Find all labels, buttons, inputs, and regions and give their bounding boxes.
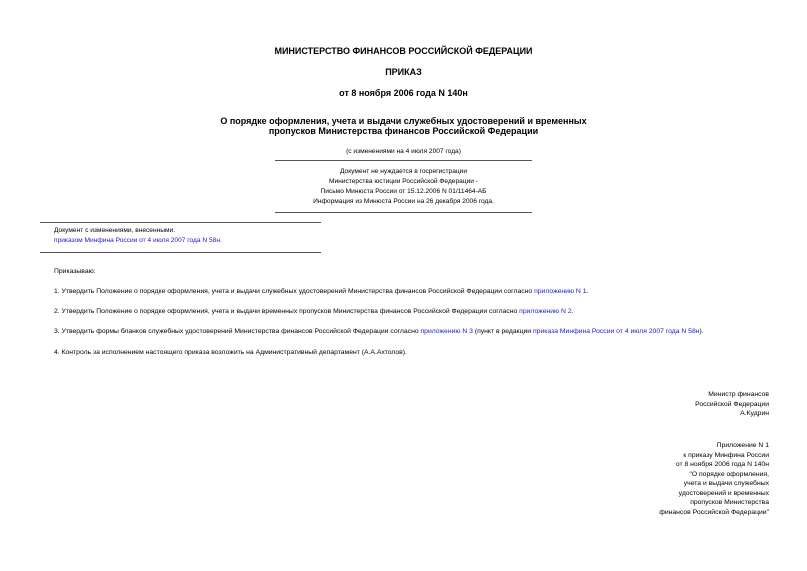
appendix-line: Приложение N 1 [716, 442, 769, 449]
registration-line: Информация из Минюста России на 26 декабря 2006 года. [313, 198, 494, 205]
appendix-block [659, 441, 769, 517]
order-item-1 [54, 288, 588, 295]
appendix-line: удостоверений и временных [678, 489, 769, 497]
signature-line: Министр финансов [708, 391, 769, 398]
item-text: (пункт в редакции [472, 328, 533, 335]
doc-title-line-1: О порядке оформления, учета и выдачи служебных удостоверений и временных [220, 116, 587, 126]
order-item-3 [54, 328, 704, 335]
appendix-line: пропусков Министерства [690, 499, 769, 506]
amendment-order-link[interactable]: приказом Минфина России от 4 июля 2007 года N 58н. [54, 237, 222, 244]
registration-line: Документ не нуждается в госрегистрации [339, 168, 468, 175]
divider-bottom [275, 212, 532, 213]
signature-line: А.Кудрин [740, 410, 769, 417]
item-text: 1. Утвердить Положение о порядке оформления, учета и выдачи служебных удостоверений Министерства финансов Российской Федерации согласно [54, 288, 535, 295]
signature-block [695, 390, 769, 419]
appendix-line: "О порядке оформления, [689, 470, 769, 478]
ministry-heading: МИНИСТЕРСТВО ФИНАНСОВ РОССИЙСКОЙ ФЕДЕРАЦИИ [274, 46, 533, 56]
order-item-2 [54, 308, 574, 315]
appendix-2-link[interactable]: приложению N 2 [519, 308, 572, 315]
doc-title-line-2: пропусков Министерства финансов Российской Федерации [268, 126, 539, 136]
appendix-line: учета и выдачи служебных [683, 480, 769, 487]
order-intro: Приказываю: [54, 268, 96, 275]
appendix-1-link[interactable]: приложению N 1 [534, 288, 587, 295]
item-text: . [586, 288, 589, 295]
appendix-line: финансов Российской Федерации" [659, 508, 769, 516]
changes-divider-bottom [40, 252, 321, 253]
appendix-line: от 8 ноября 2006 года N 140н [675, 461, 769, 468]
doc-type-heading: ПРИКАЗ [385, 67, 422, 77]
registration-line: Министерства юстиции Российской Федерации - [329, 178, 478, 185]
appendix-3-link[interactable]: приложению N 3 [420, 328, 473, 335]
changes-label: Документ с изменениями, внесенными: [54, 227, 176, 234]
doc-date-number: от 8 ноября 2006 года N 140н [339, 88, 468, 98]
signature-line: Российской Федерации [695, 400, 769, 408]
registration-line: Письмо Минюста России от 15.12.2006 N 01/11464-АБ [320, 188, 487, 195]
order-item-4: 4. Контроль за исполнением настоящего приказа возложить на Административный департамент (А.А.Ахтолов). [54, 349, 407, 356]
item-text: 2. Утвердить Положение о порядке оформления, учета и выдачи временных пропусков Министерства финансов Российской Федерации согласно [54, 308, 520, 315]
item-text: ). [699, 328, 704, 335]
item-text: . [571, 308, 574, 315]
registration-note [275, 167, 532, 207]
appendix-line: к приказу Минфина России [683, 451, 769, 459]
item-text: 3. Утвердить формы бланков служебных удостоверений Министерства финансов Российской Федерации согласно [54, 328, 421, 335]
amendments-note: (с изменениями на 4 июля 2007 года) [346, 148, 461, 155]
amendment-order-link-inline[interactable]: приказа Минфина России от 4 июля 2007 года N 58н [533, 328, 700, 335]
changes-divider-top [40, 222, 321, 223]
divider-top [275, 160, 532, 161]
